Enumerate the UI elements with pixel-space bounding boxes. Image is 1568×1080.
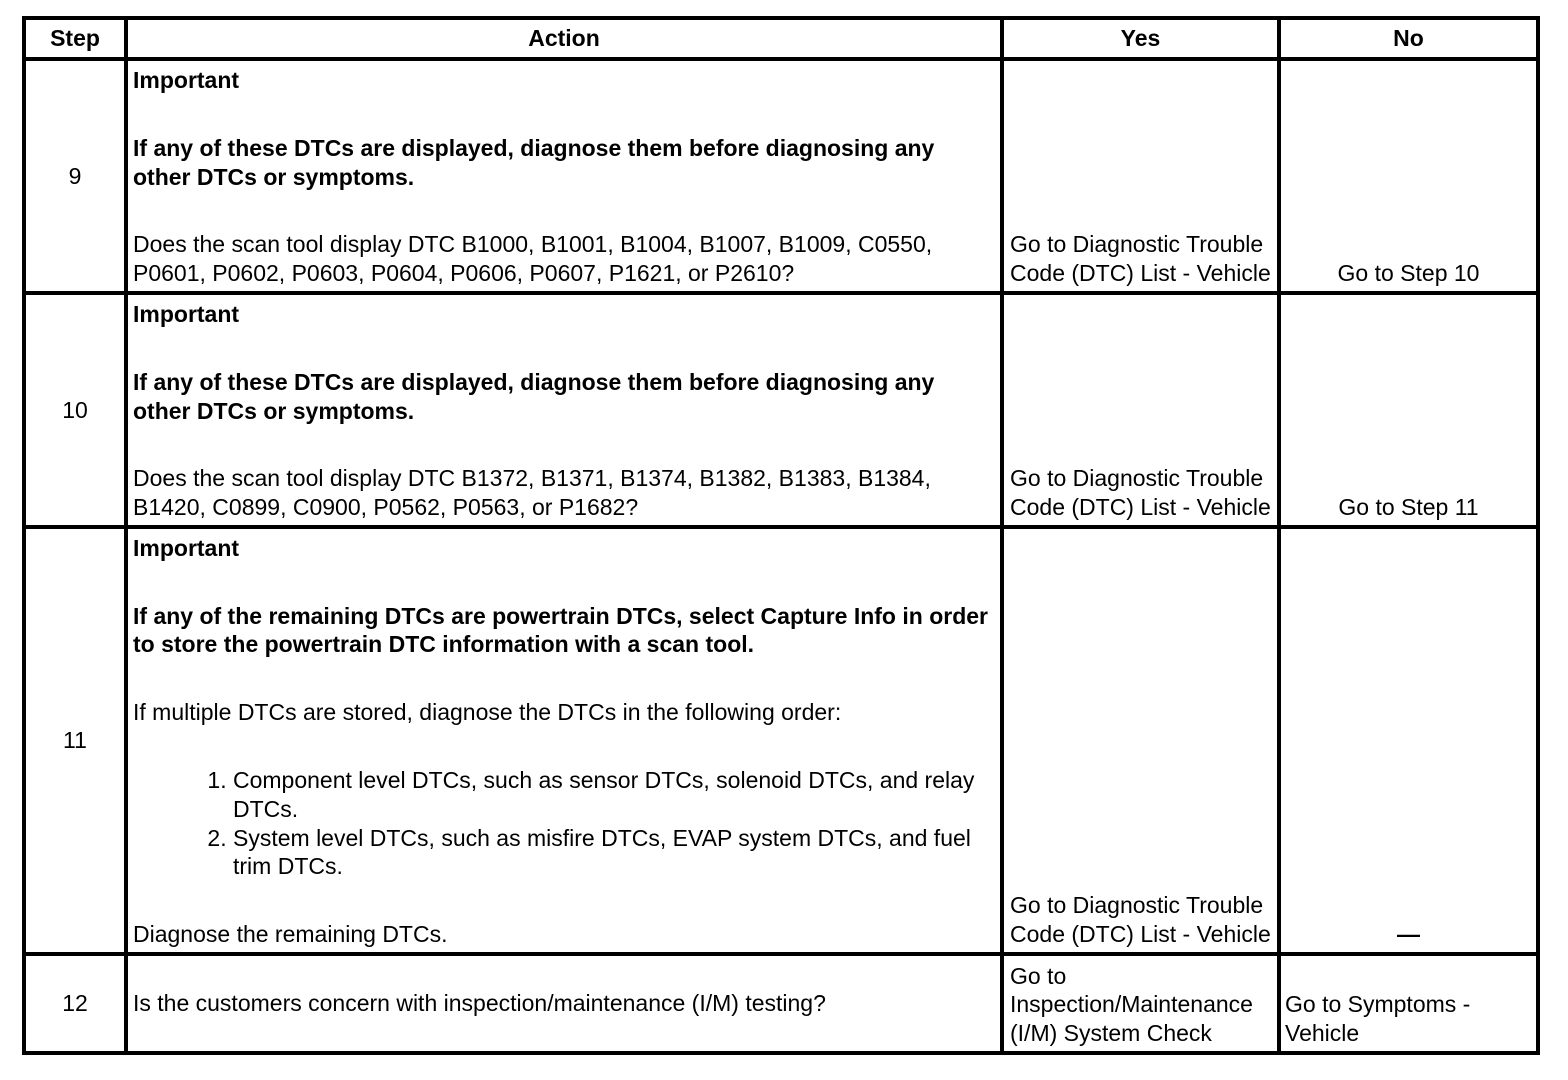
no-cell: Go to Step 10 [1279,59,1538,293]
list-item: 2. System level DTCs, such as misfire DTCs, EVAP system DTCs, and fuel trim DTCs. [233,824,994,882]
header-step: Step [24,18,126,59]
table-row [24,59,1538,293]
table-header-row [24,18,1538,59]
table-row [24,527,1538,954]
action-question: Is the customers concern with inspection/maintenance (I/M) testing? [133,989,826,1016]
list-item: 1. Component level DTCs, such as sensor DTCs, solenoid DTCs, and relay DTCs. [233,766,994,824]
action-question: Diagnose the remaining DTCs. [133,921,448,948]
table-row [24,954,1538,1053]
step-number: 10 [24,293,126,527]
important-text: If any of the remaining DTCs are powertrain DTCs, select Capture Info in order to store the powertrain DTC information with a scan tool. [133,602,988,658]
header-action: Action [126,18,1002,59]
important-text: If any of these DTCs are displayed, diagnose them before diagnosing any other DTCs or symptoms. [133,368,935,424]
yes-cell: Go to Diagnostic Trouble Code (DTC) List - Vehicle [1002,59,1279,293]
yes-cell: Go to Inspection/Maintenance (I/M) System Check [1002,954,1279,1053]
diagnostic-steps-table [22,16,1540,1055]
action-cell [126,954,1002,1053]
important-label: Important [133,534,240,561]
yes-cell: Go to Diagnostic Trouble Code (DTC) List - Vehicle [1002,527,1279,954]
action-cell [126,527,1002,954]
action-cell [126,293,1002,527]
action-question: Does the scan tool display DTC B1372, B1371, B1374, B1382, B1383, B1384, B1420, C0899, C0900, P0562, P0563, or P1682? [133,465,931,521]
not-applicable-dash: — [1397,921,1420,948]
action-question: Does the scan tool display DTC B1000, B1001, B1004, B1007, B1009, C0550, P0601, P0602, P0603, P0604, P0606, P0607, P1621, or P2610? [133,231,933,287]
table-row [24,293,1538,527]
diagnosis-order-list [133,766,994,881]
important-text: If any of these DTCs are displayed, diagnose them before diagnosing any other DTCs or symptoms. [133,134,935,190]
step-number: 11 [24,527,126,954]
important-label: Important [133,301,240,328]
no-cell: Go to Step 11 [1279,293,1538,527]
yes-cell: Go to Diagnostic Trouble Code (DTC) List - Vehicle [1002,293,1279,527]
action-cell [126,59,1002,293]
step-number: 12 [24,954,126,1053]
no-cell: Go to Symptoms - Vehicle [1279,954,1538,1053]
important-label: Important [133,67,240,94]
header-no: No [1279,18,1538,59]
header-yes: Yes [1002,18,1279,59]
step-number: 9 [24,59,126,293]
no-cell [1279,527,1538,954]
order-intro: If multiple DTCs are stored, diagnose the DTCs in the following order: [133,699,842,726]
